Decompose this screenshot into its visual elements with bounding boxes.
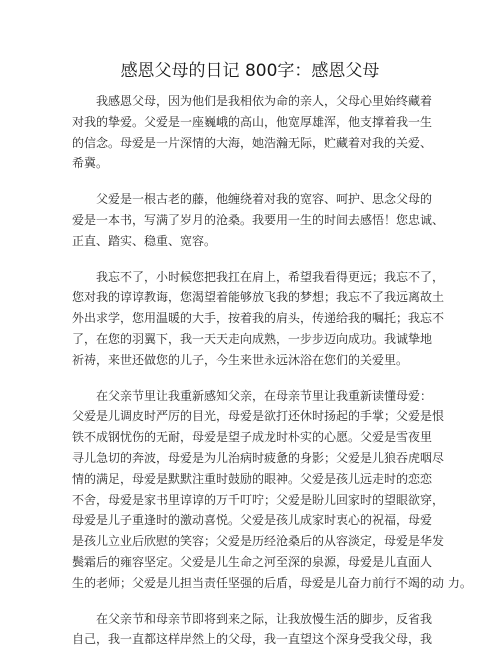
paragraph-2 (72, 189, 445, 251)
text-line: 对我的挚爱。父爱是一座巍峨的高山，他宽厚雄浑，他支撑着我一生 (72, 114, 433, 129)
article-body (72, 91, 472, 665)
text-line: 了，在您的羽翼下，我一天天走向成熟，一步步迈向成功。我诚挚地 (72, 331, 433, 346)
text-line: 的信念。母爱是一片深情的大海，她浩瀚无际，贮藏着对我的关爱、 (72, 135, 433, 150)
paragraph-5 (72, 609, 432, 651)
text-line: 是孩儿立业后欣慰的笑容；父爱是历经沧桑后的从容淡定，母爱是华发 (72, 534, 445, 549)
paragraph-1 (72, 91, 432, 174)
text-line: 我忘不了，小时候您把我扛在肩上，希望我看得更远；我忘不了， (72, 269, 445, 284)
text-line: 在父亲节里让我重新感知父亲，在母亲节里让我重新读懂母爱： (72, 388, 433, 403)
text-line: 自己，我一直都这样岸然上的父母，我一直望这个深身受我父母，我 (72, 632, 433, 647)
text-line: 外出求学，您用温暖的大手，按着我的肩头，传递给我的嘱托；我忘不 (72, 311, 445, 326)
text-line: 在父亲节和母亲节即将到来之际，让我放慢生活的脚步，反省我 (72, 611, 433, 626)
paragraph-4 (72, 386, 472, 594)
text-line: 不舍，母爱是家书里谆谆的万千叮咛；父爱是盼儿回家时的望眼欲穿， (72, 492, 445, 507)
text-line: 父爱是儿调皮时严厉的目光，母爱是欲打还休时扬起的手掌；父爱是恨 (72, 409, 445, 424)
text-line: 爱是一本书，写满了岁月的沧桑。我要用一生的时间去感悟！您忠诚、 (72, 212, 445, 227)
text-line: 情的满足，母爱是默默注重时鼓励的眼神。父爱是孩儿远走时的恋恋 (72, 471, 433, 486)
text-line: 正直、踏实、稳重、宽容。 (72, 233, 217, 248)
text-line: 您对我的谆谆教诲，您渴望着能够放飞我的梦想；我忘不了我远离故土 (72, 290, 445, 305)
text-line: 鬓霜后的雍容坚定。父爱是儿生命之河至深的泉源，母爱是儿直面人 (72, 554, 433, 569)
text-line: 寻儿急切的奔波，母爱是为儿治病时疲惫的身影；父爱是儿狼吞虎咽尽 (72, 450, 445, 465)
text-line: 生的老师；父爱是儿担当责任坚强的后盾，母爱是儿奋力前行不竭的动 力。 (72, 575, 472, 590)
text-line: 祈祷，来世还做您的儿子，今生来世永远沐浴在您们的关爱里。 (72, 352, 409, 367)
document-title: 感恩父母的日记 800字：感恩父母 (120, 61, 380, 81)
text-line: 母爱是儿子重逢时的激动喜悦。父爱是孩儿成家时衷心的祝福，母爱 (72, 513, 433, 528)
text-line: 希冀。 (72, 156, 109, 171)
text-line: 我感恩父母，因为他们是我相依为命的亲人，父母心里始终藏着 (72, 94, 433, 108)
text-line: 父爱是一根古老的藤，他缠绕着对我的宽容、呵护、思念父母的 (72, 192, 433, 207)
text-line: 铁不成钢忧伤的无耐，母爱是望子成龙时朴实的心愿。父爱是雪夜里 (72, 430, 433, 445)
paragraph-3 (72, 267, 445, 371)
